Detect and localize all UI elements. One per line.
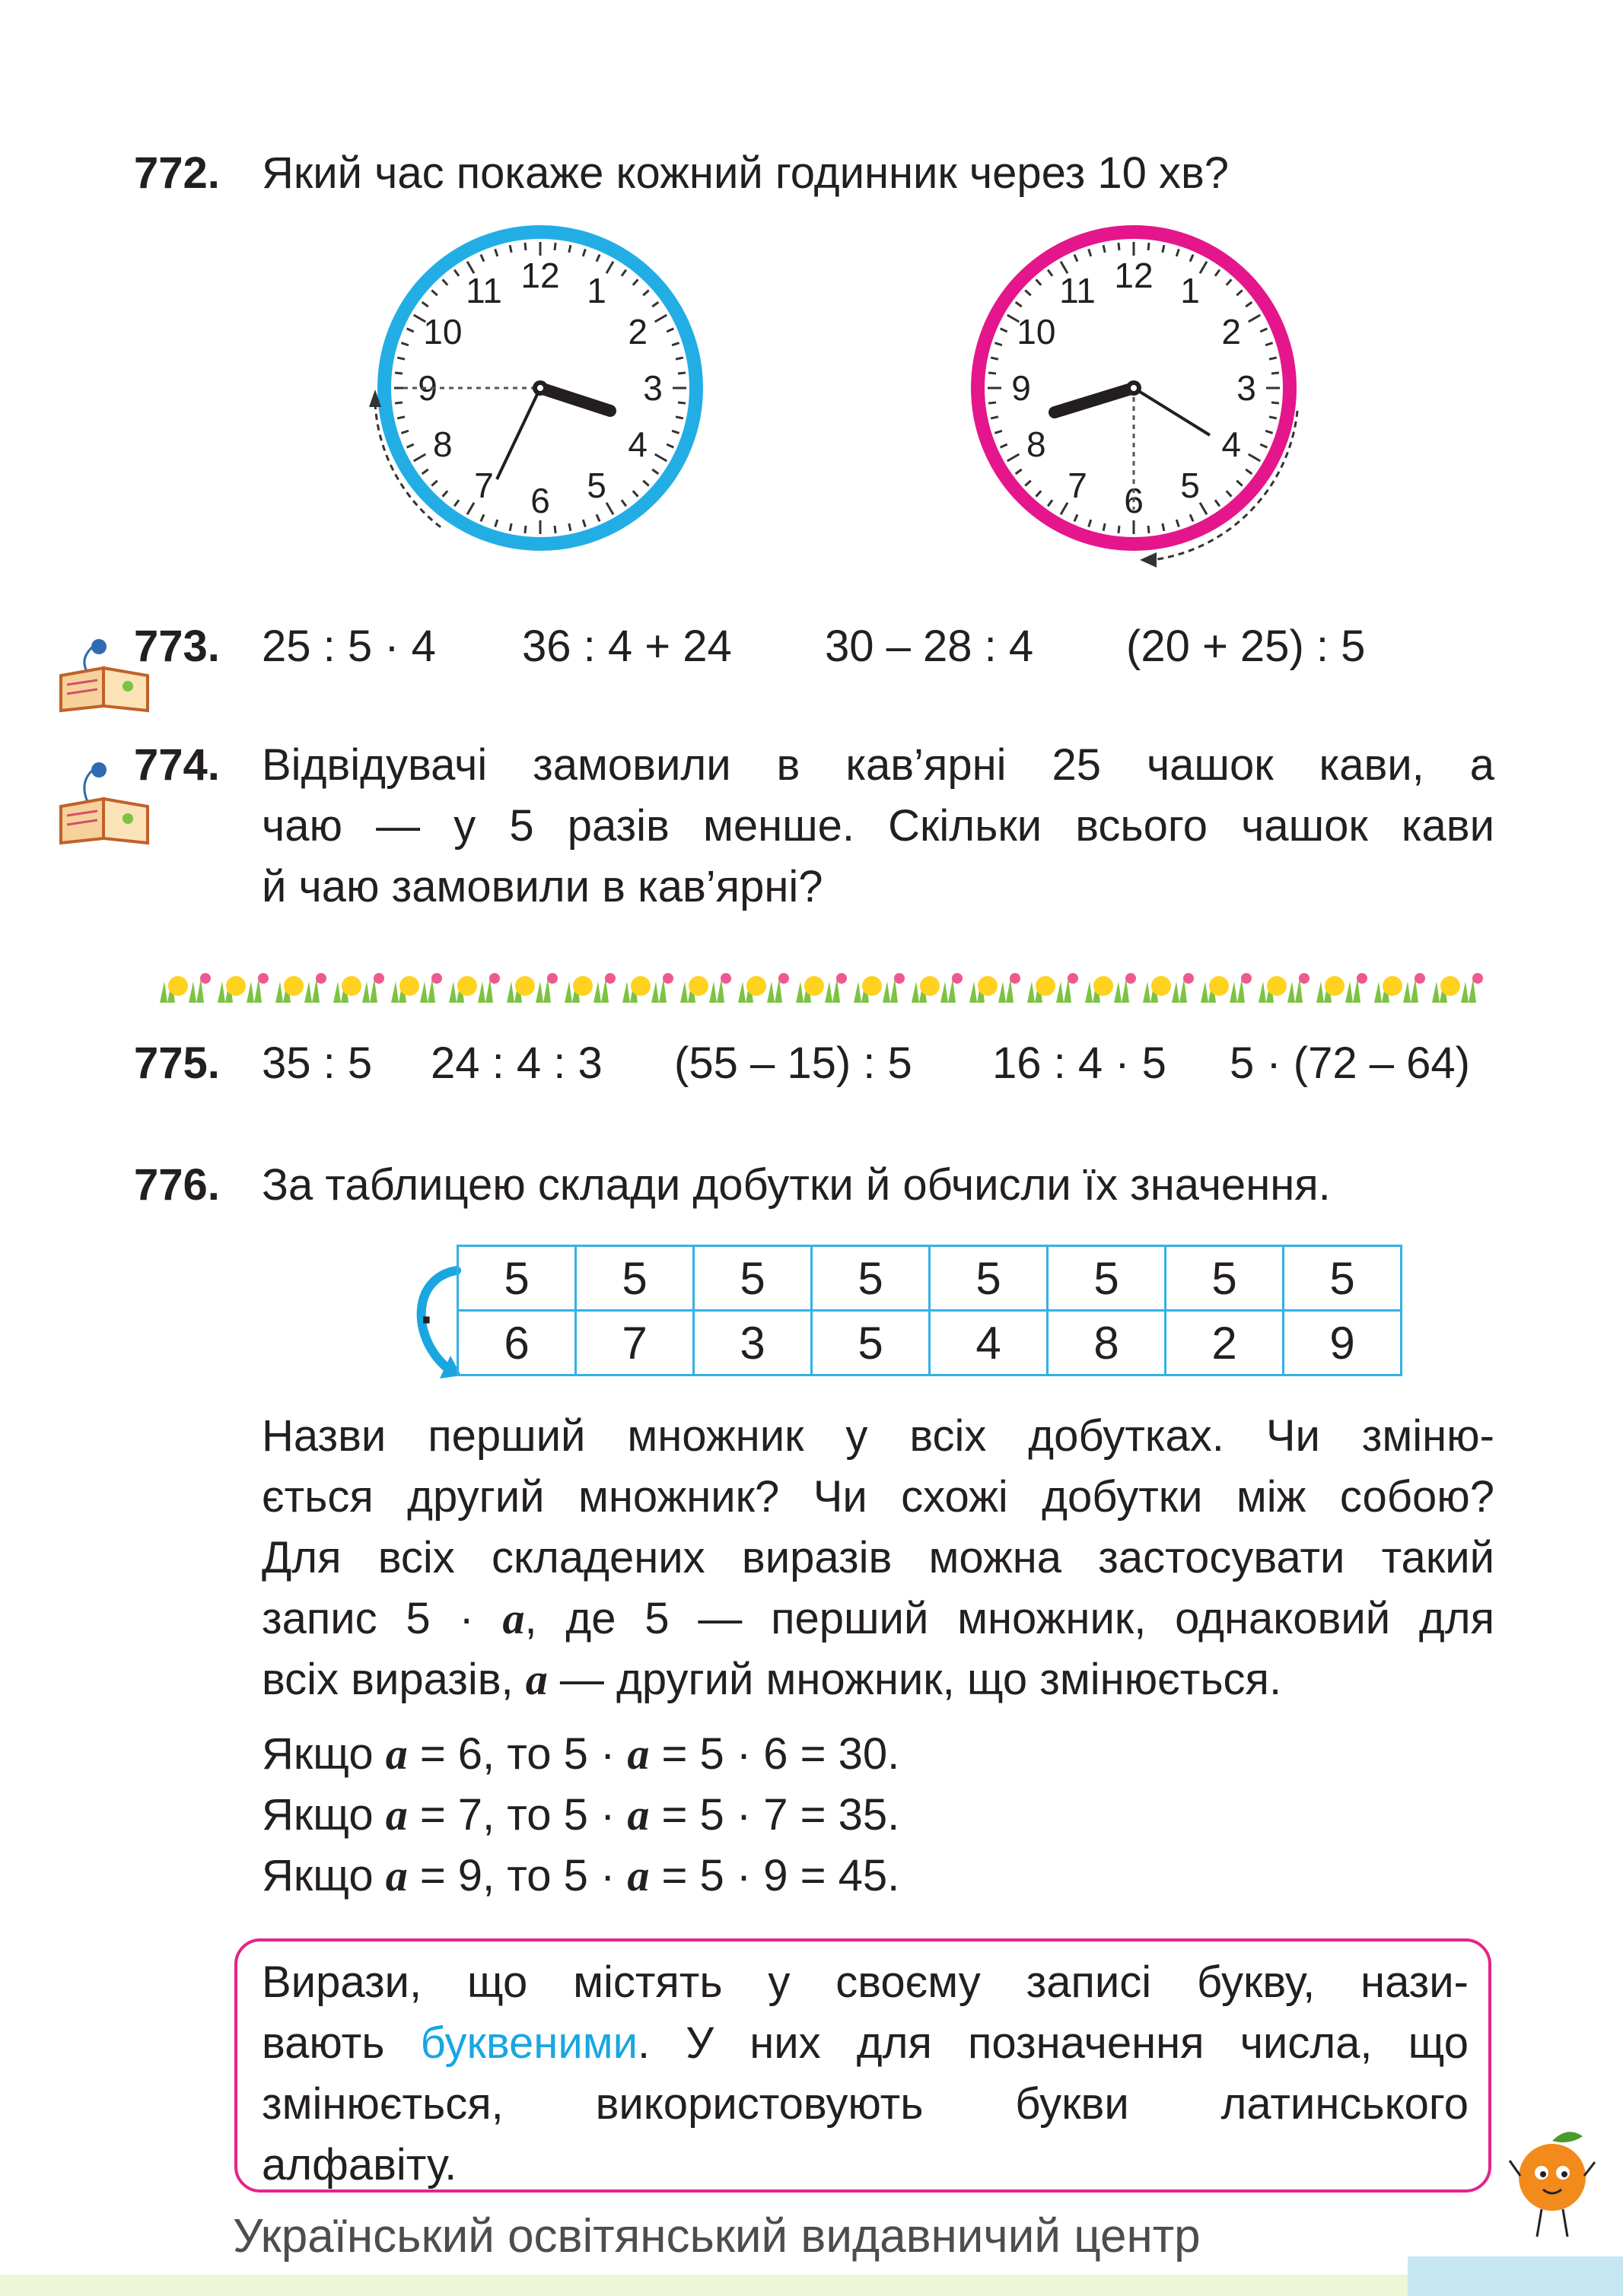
flower-icon (1010, 973, 1020, 984)
clock-numeral: 6 (1124, 481, 1144, 520)
flower-icon (721, 973, 731, 984)
clock-tick (678, 373, 686, 374)
paragraph-line: ється другий множник? Чи схожі добутки між собою? (262, 1472, 1494, 1522)
text-part: = 5 · 6 = 30. (649, 1729, 900, 1779)
clock-tick (1163, 523, 1164, 531)
chick-icon (689, 976, 708, 996)
clock-numeral: 3 (1236, 368, 1256, 408)
text-part: всіх виразів, (262, 1655, 526, 1704)
table-cell: 4 (930, 1311, 1048, 1375)
task-number: 772. (134, 148, 220, 198)
clock-numeral: 10 (1017, 312, 1056, 351)
clock-numeral: 11 (1059, 270, 1096, 310)
flower-icon (836, 973, 847, 984)
clock-numeral: 8 (433, 425, 453, 464)
task-line: чаю — у 5 разів менше. Скільки всього чашок кави (262, 801, 1494, 851)
clock-tick (569, 523, 571, 531)
expression: 36 : 4 + 24 (522, 622, 732, 671)
multiplication-table (457, 1245, 1402, 1376)
publisher-footer: Український освітянський видавничий центр (233, 2210, 1201, 2263)
task-776 (134, 1155, 1331, 1216)
table-cell: 8 (1048, 1311, 1166, 1375)
clock-tick (988, 402, 996, 403)
table-cell: 5 (812, 1311, 930, 1375)
examples (262, 1724, 1494, 1906)
clock-numeral: 7 (474, 466, 494, 506)
flower-icon (952, 973, 963, 984)
chick-icon (342, 976, 361, 996)
table-cell: 9 (1284, 1311, 1402, 1375)
variable-a: a (385, 1790, 408, 1840)
clock-numeral: 9 (418, 368, 438, 408)
clock-tick (510, 245, 511, 253)
text-part: Якщо (262, 1729, 386, 1779)
variable-a: a (525, 1655, 548, 1704)
clock-numeral: 12 (1114, 256, 1154, 295)
flower-icon (894, 973, 905, 984)
clock-tick (1103, 245, 1105, 253)
task-773 (134, 616, 1365, 677)
clock-numeral: 4 (628, 425, 648, 464)
variable-a: a (385, 1729, 408, 1779)
rule-line: алфавіту. (262, 2140, 457, 2189)
paragraph-line: Назви перший множник у всіх добутках. Чи зміню- (262, 1411, 1494, 1461)
rule-line: Вирази, що містять у своєму записі букву, нази- (262, 1957, 1469, 2007)
flower-icon (663, 973, 673, 984)
variable-a: a (627, 1851, 650, 1900)
clock-numeral: 5 (587, 466, 606, 506)
chick-icon (978, 976, 998, 996)
clock-tick (395, 402, 403, 403)
chick-icon (573, 976, 593, 996)
chick-icon (226, 976, 246, 996)
clock-numeral: 1 (587, 270, 606, 310)
example-line (262, 1785, 1494, 1846)
clock-tick (525, 243, 526, 250)
chick-icon (1440, 976, 1460, 996)
chick-icon (631, 976, 651, 996)
chick-icon (399, 976, 419, 996)
flower-icon (1472, 973, 1483, 984)
clock-numeral: 8 (1026, 425, 1046, 464)
table-cell: 5 (1166, 1246, 1284, 1311)
example-line (262, 1846, 1494, 1906)
chick-icon (457, 976, 477, 996)
text-part: вають (262, 2018, 421, 2068)
clock-tick (1271, 373, 1279, 374)
task-number: 775. (134, 1038, 220, 1088)
clock-tick (991, 358, 998, 359)
table-cell: 5 (1048, 1246, 1166, 1311)
table-row (458, 1246, 1402, 1311)
flower-icon (1183, 973, 1194, 984)
expression: 16 : 4 · 5 (992, 1038, 1166, 1088)
table-cell: 5 (930, 1246, 1048, 1311)
clock-numeral: 9 (1011, 368, 1031, 408)
chick-icon (284, 976, 304, 996)
chick-icon (515, 976, 535, 996)
clock-tick (676, 417, 683, 418)
text-part: запис 5 · (262, 1594, 503, 1643)
clock-tick (1148, 243, 1149, 250)
clock-numeral: 10 (423, 312, 463, 351)
clock-tick (510, 523, 511, 531)
expression: 5 · (72 – 64) (1230, 1038, 1470, 1088)
text-part: = 9, то 5 · (407, 1851, 628, 1900)
text-part: = 6, то 5 · (407, 1729, 628, 1779)
flower-icon (1357, 973, 1367, 984)
task-772 (134, 143, 1229, 204)
flower-icon (1241, 973, 1252, 984)
paragraph-line (262, 1588, 1494, 1649)
task-text: Який час покаже кожний годинник через 10 хв? (262, 148, 1230, 198)
chick-icon (1267, 976, 1287, 996)
variable-a: a (502, 1594, 525, 1643)
paragraph-line (262, 1649, 1494, 1710)
flower-icon (547, 973, 558, 984)
chick-icon (1151, 976, 1171, 996)
rule-line: змінюється, використовують букви латинського (262, 2079, 1469, 2129)
clock-numeral: 11 (466, 270, 502, 310)
task-line: й чаю замовили в кав’ярні? (262, 862, 823, 911)
table-cell: 7 (576, 1311, 694, 1375)
task-number: 773. (134, 622, 220, 671)
text-part: — другий множник, що змінюється. (547, 1655, 1282, 1704)
orange-mascot-icon (1507, 2123, 1598, 2259)
variable-a: a (627, 1790, 650, 1840)
clock-numeral: 2 (628, 312, 648, 351)
variable-a: a (627, 1729, 650, 1779)
clock-tick (678, 402, 686, 403)
table-cell: 5 (694, 1246, 812, 1311)
chick-icon (862, 976, 882, 996)
chick-icon (746, 976, 766, 996)
chick-icon (168, 976, 188, 996)
clock-tick (397, 358, 405, 359)
clock-tick (525, 526, 526, 533)
chick-icon (1325, 976, 1345, 996)
flower-icon (374, 973, 384, 984)
chick-icon (1093, 976, 1113, 996)
multiply-sign: · (420, 1294, 435, 1345)
task-775 (134, 1033, 1470, 1094)
expression: 35 : 5 (262, 1038, 373, 1088)
clock-tick (1269, 417, 1277, 418)
clock-numeral: 12 (520, 256, 560, 295)
table-cell: 5 (1284, 1246, 1402, 1311)
example-line (262, 1724, 1494, 1785)
task-774-number (134, 735, 262, 796)
text-part: = 7, то 5 · (407, 1790, 628, 1840)
flower-icon (1125, 973, 1136, 984)
chick-icon (804, 976, 824, 996)
clock-tick (569, 245, 571, 253)
clock-numeral: 2 (1221, 312, 1241, 351)
text-part: . У них для позначення числа, що (638, 2018, 1469, 2068)
clock-tick (1148, 526, 1149, 533)
flower-icon (489, 973, 500, 984)
variable-a: a (385, 1851, 408, 1900)
flower-icon (605, 973, 616, 984)
explanation-paragraph (262, 1406, 1494, 1710)
text-part: = 5 · 9 = 45. (649, 1851, 900, 1900)
task-number: 774. (134, 740, 220, 790)
paragraph-line: Для всіх складених виразів можна застосувати такий (262, 1533, 1494, 1582)
clock-right (951, 221, 1316, 578)
clock-numeral: 6 (530, 481, 550, 520)
task-774-text (262, 735, 1494, 917)
flower-icon (1415, 973, 1425, 984)
flower-icon (258, 973, 269, 984)
table-cell: 3 (694, 1311, 812, 1375)
table-cell: 5 (458, 1246, 576, 1311)
task-number: 776. (134, 1160, 220, 1210)
expression: (55 – 15) : 5 (674, 1038, 912, 1088)
clock-tick (397, 417, 405, 418)
table-cell: 5 (576, 1246, 694, 1311)
table-cell: 6 (458, 1311, 576, 1375)
clock-left (358, 221, 723, 571)
expression: (20 + 25) : 5 (1126, 622, 1366, 671)
chick-icon (920, 976, 940, 996)
flower-icon (200, 973, 211, 984)
task-line: Відвідувачі замовили в кав’ярні 25 чашок кави, а (262, 740, 1494, 790)
task-text: За таблицею склади добутки й обчисли їх значення. (262, 1160, 1331, 1210)
table-row (458, 1311, 1402, 1375)
page-number-tab (1408, 2256, 1623, 2296)
clock-tick (676, 358, 683, 359)
clock-tick (991, 417, 998, 418)
chick-icon (1036, 976, 1055, 996)
flower-icon (431, 973, 442, 984)
expression: 30 – 28 : 4 (825, 622, 1034, 671)
rule-line (262, 2013, 1469, 2074)
bottom-strip (0, 2275, 1408, 2296)
text-part: Якщо (262, 1790, 386, 1840)
clock-tick (1271, 402, 1279, 403)
table-cell: 5 (812, 1246, 930, 1311)
chick-icon (1209, 976, 1229, 996)
table-cell: 2 (1166, 1311, 1284, 1375)
text-part: , де 5 — перший множник, однаковий для (524, 1594, 1494, 1643)
clock-numeral: 3 (643, 368, 663, 408)
text-part: = 5 · 7 = 35. (649, 1790, 900, 1840)
flower-icon (316, 973, 326, 984)
clock-numeral: 4 (1221, 425, 1241, 464)
rule-text (262, 1952, 1469, 2196)
expression: 25 : 5 · 4 (262, 622, 436, 671)
decorative-border (137, 956, 1507, 1009)
clock-tick (1269, 358, 1277, 359)
clock-tick (395, 373, 403, 374)
text-part: Якщо (262, 1851, 386, 1900)
flower-icon (1299, 973, 1310, 984)
clock-numeral: 1 (1180, 270, 1200, 310)
clock-numeral: 7 (1068, 466, 1087, 506)
clock-tick (1163, 245, 1164, 253)
clock-numeral: 5 (1180, 466, 1200, 506)
clock-tick (1103, 523, 1105, 531)
flower-icon (778, 973, 789, 984)
clock-tick (988, 373, 996, 374)
flower-icon (1068, 973, 1078, 984)
highlighted-term: буквеними (420, 2018, 638, 2068)
expression: 24 : 4 : 3 (431, 1038, 603, 1088)
chick-icon (1383, 976, 1402, 996)
